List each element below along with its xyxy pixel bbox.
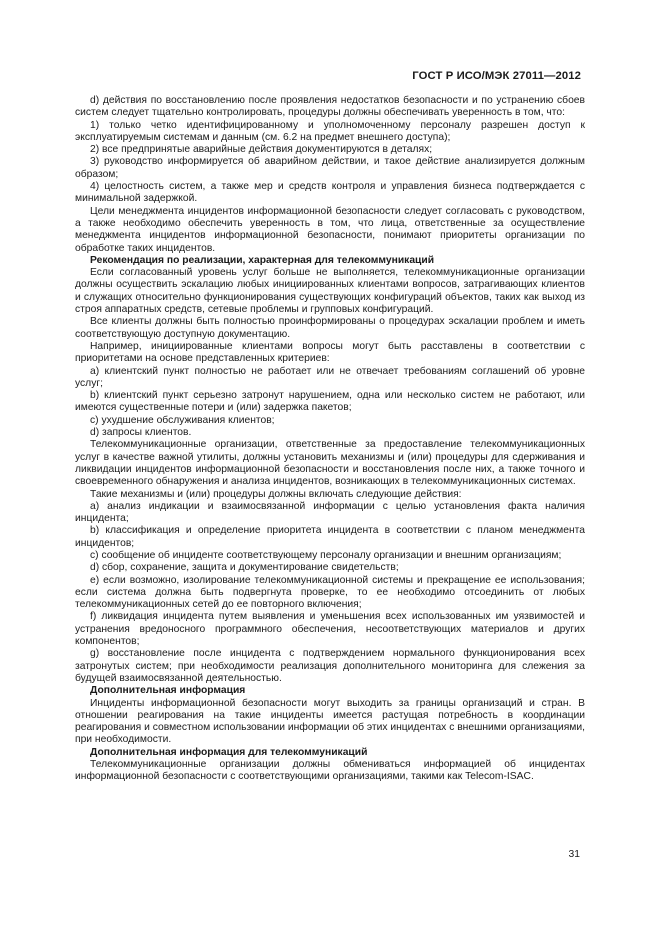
paragraph: Телекоммуникационные организации должны обмениваться информацией об инцидентах информационной безопасности с соответствующими организациями, такими как Telecom-ISAC. [75, 759, 585, 783]
paragraph: Инциденты информационной безопасности могут выходить за границы организаций и стран. В отношении реагирования на такие инциденты имеется растущая потребность в координации реагирования и совместном использовании информации об этих инцидентах с внешними организациями, при необходимости. [75, 697, 585, 746]
paragraph: Такие механизмы и (или) процедуры должны включать следующие действия: [90, 488, 462, 500]
list-item: 4) целостность систем, а также мер и средств контроля и управления бизнеса подтверждается с минимальной задержкой. [75, 181, 585, 205]
list-item: 3) руководство информируется об аварийном действии, и такое действие анализируется должным образом; [75, 156, 585, 180]
list-item: f) ликвидация инцидента путем выявления и уменьшения всех использованных им уязвимостей и устранения вредоносного программного обеспечения, несоответствующих материалов и других компонентов; [75, 611, 585, 648]
section-heading: Дополнительная информация для телекоммуникаций [90, 746, 368, 758]
paragraph: Телекоммуникационные организации, ответственные за предоставление телекоммуникационных услуг в качестве важной утилиты, должны установить механизмы и (или) процедуры для сдерживания и ликвидации инцидентов информационной безопасности и восстановления после них, а также точного и своевременного обнаружения и анализа инцидентов, возникающих в телекоммуникационных системах. [75, 439, 585, 488]
list-item: 2) все предпринятые аварийные действия документируются в деталях; [90, 144, 433, 156]
list-item: c) сообщение об инциденте соответствующему персоналу организации и внешним организациям; [90, 549, 562, 561]
list-item: b) клиентский пункт серьезно затронут нарушением, одна или несколько систем не работают, или имеются существенные потери и (или) задержка пакетов; [75, 390, 585, 414]
paragraph: Например, инициированные клиентами вопросы могут быть расставлены в соответствии с приоритетами на основе представленных критериев: [75, 340, 585, 365]
paragraph: d) действия по восстановлению после проявления недостатков безопасности и по устранению сбоев систем следует тщательно контролировать, процедуры должны обеспечивать уверенность в том, что: [75, 95, 585, 119]
paragraph: Если согласованный уровень услуг больше не выполняется, телекоммуникационные организации должны осуществить эскалацию любых инициированных клиентами вопросов, затрагивающих клиентов и служащих относительно функционирования существующих конфигураций объектов, таких как выход из строя аппаратных средств, сетевые проблемы и групповых конфигураций. [75, 267, 585, 316]
list-item: 1) только четко идентифицированному и уполномоченному персоналу разрешен доступ к эксплуатируемым системам и данным (см. 6.2 на предмет внешнего доступа); [75, 119, 585, 143]
list-item: b) классификация и определение приоритета инцидента в соответствии с планом менеджмента инцидентов; [75, 525, 585, 549]
paragraph: Все клиенты должны быть полностью проинформированы о процедурах эскалации проблем и иметь соответствующую доступную документацию. [75, 316, 585, 340]
list-item: d) запросы клиентов. [90, 427, 192, 439]
section-heading: Рекомендация по реализации, характерная для телекоммуникаций [90, 254, 435, 266]
list-item: e) если возможно, изолирование телекоммуникационной системы и прекращение ее использования; если система должна быть подвергнута проверке, то ее необходимо отсоединить от любых телекоммуникационных сетей до ее повторного включения; [75, 574, 585, 611]
paragraph: Цели менеджмента инцидентов информационной безопасности следует согласовать с руководством, а также необходимо обеспечить уверенность в том, что лица, ответственные за осуществление менеджмента инцидентов информационной безопасности, понимают приоритеты организации по обработке таких инцидентов. [75, 205, 585, 254]
list-item: а) клиентский пункт полностью не работает или не отвечает требованиям соглашений об уровне услуг; [75, 365, 585, 389]
page-body [75, 95, 585, 784]
section-heading: Дополнительная информация [90, 685, 246, 697]
list-item: а) анализ индикации и взаимосвязанной информации с целью установления факта наличия инцидента; [75, 500, 585, 525]
page-number: 31 [568, 849, 580, 860]
standard-header: ГОСТ Р ИСО/МЭК 27011—2012 [412, 70, 581, 82]
list-item: g) восстановление после инцидента с подтверждением нормального функционирования всех затронутых систем; при необходимости реализация дополнительного мониторинга для слежения за будущей взаимосвязанной деятельностью. [75, 648, 585, 684]
list-item: d) сбор, сохранение, защита и документирование свидетельств; [90, 562, 399, 574]
list-item: c) ухудшение обслуживания клиентов; [90, 414, 275, 426]
